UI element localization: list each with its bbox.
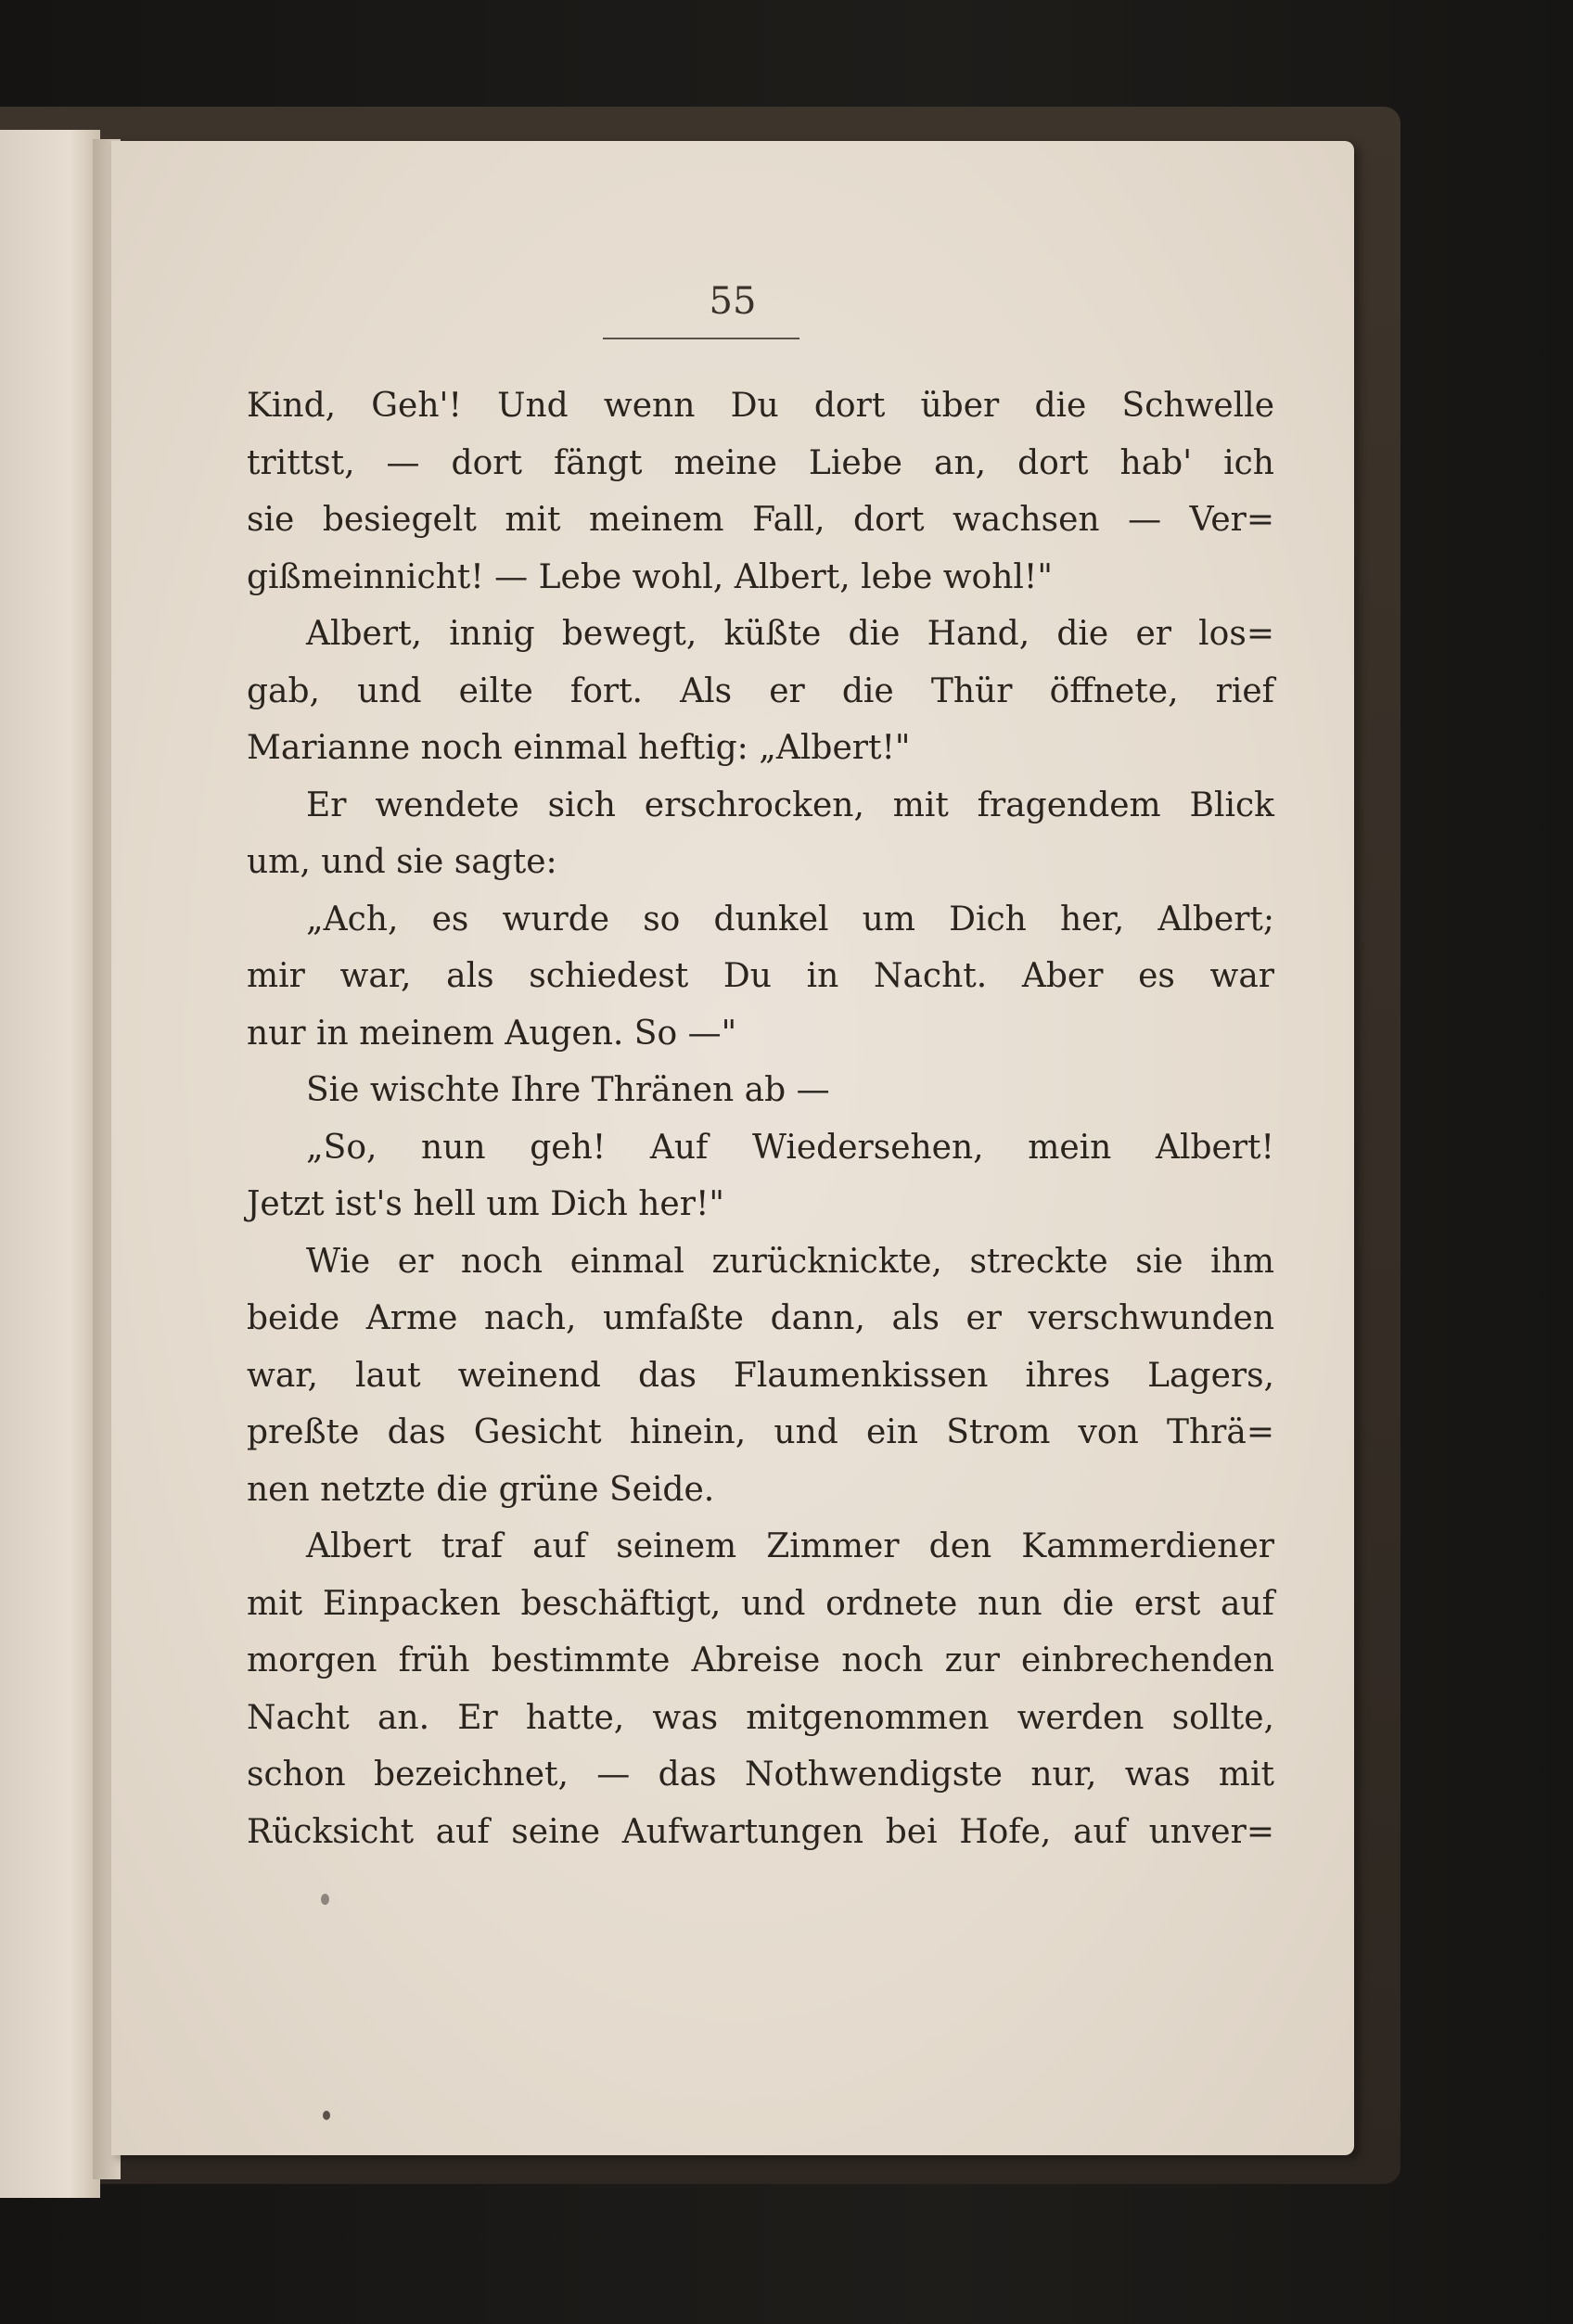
text-line: gab, und eilte fort. Als er die Thür öffnete, rief: [247, 671, 1274, 710]
text-line: morgen früh bestimmte Abreise noch zur einbrechenden: [247, 1641, 1274, 1679]
page-number: 55: [709, 280, 757, 323]
text-line: preßte das Gesicht hinein, und ein Strom von Thrä=: [247, 1413, 1274, 1451]
text-line: nen netzte die grüne Seide.: [247, 1470, 715, 1509]
text-line: Sie wischte Ihre Thränen ab —: [306, 1071, 830, 1109]
ink-fleck: [323, 2111, 330, 2120]
text-line: um, und sie sagte:: [247, 843, 557, 881]
text-line: Albert, innig bewegt, küßte die Hand, die er los=: [306, 615, 1274, 653]
text-line: Marianne noch einmal heftig: „Albert!": [247, 729, 911, 767]
text-line: Rücksicht auf seine Aufwartungen bei Hofe, auf unver=: [247, 1812, 1274, 1851]
facing-page-edge: [0, 130, 100, 2198]
text-line: trittst, — dort fängt meine Liebe an, dort hab' ich: [247, 443, 1274, 482]
text-line: Kind, Geh'! Und wenn Du dort über die Schwelle: [247, 387, 1274, 425]
text-line: beide Arme nach, umfaßte dann, als er verschwunden: [247, 1299, 1274, 1337]
text-line: schon bezeichnet, — das Nothwendigste nur, was mit: [247, 1756, 1274, 1794]
text-line: mit Einpacken beschäftigt, und ordnete nun die erst auf: [247, 1584, 1274, 1623]
book-page: [111, 141, 1354, 2155]
text-line: „Ach, es wurde so dunkel um Dich her, Albert;: [306, 900, 1274, 939]
ink-fleck: [321, 1894, 329, 1905]
text-line: Albert traf auf seinem Zimmer den Kammerdiener: [306, 1527, 1274, 1565]
text-line: gißmeinnicht! — Lebe wohl, Albert, lebe wohl!": [247, 557, 1053, 596]
body-text: [247, 377, 1274, 1860]
text-line: sie besiegelt mit meinem Fall, dort wachsen — Ver=: [247, 501, 1274, 539]
text-line: „So, nun geh! Auf Wiedersehen, mein Albert!: [306, 1128, 1274, 1167]
text-line: war, laut weinend das Flaumenkissen ihres Lagers,: [247, 1356, 1274, 1395]
page-number-rule: [603, 338, 799, 339]
text-line: nur in meinem Augen. So —": [247, 1014, 737, 1053]
text-line: Jetzt ist's hell um Dich her!": [247, 1185, 724, 1223]
text-line: mir war, als schiedest Du in Nacht. Aber es war: [247, 957, 1274, 995]
text-line: Wie er noch einmal zurücknickte, streckte sie ihm: [306, 1242, 1274, 1281]
text-line: Er wendete sich erschrocken, mit fragendem Blick: [306, 785, 1274, 824]
text-line: Nacht an. Er hatte, was mitgenommen werden sollte,: [247, 1698, 1274, 1737]
